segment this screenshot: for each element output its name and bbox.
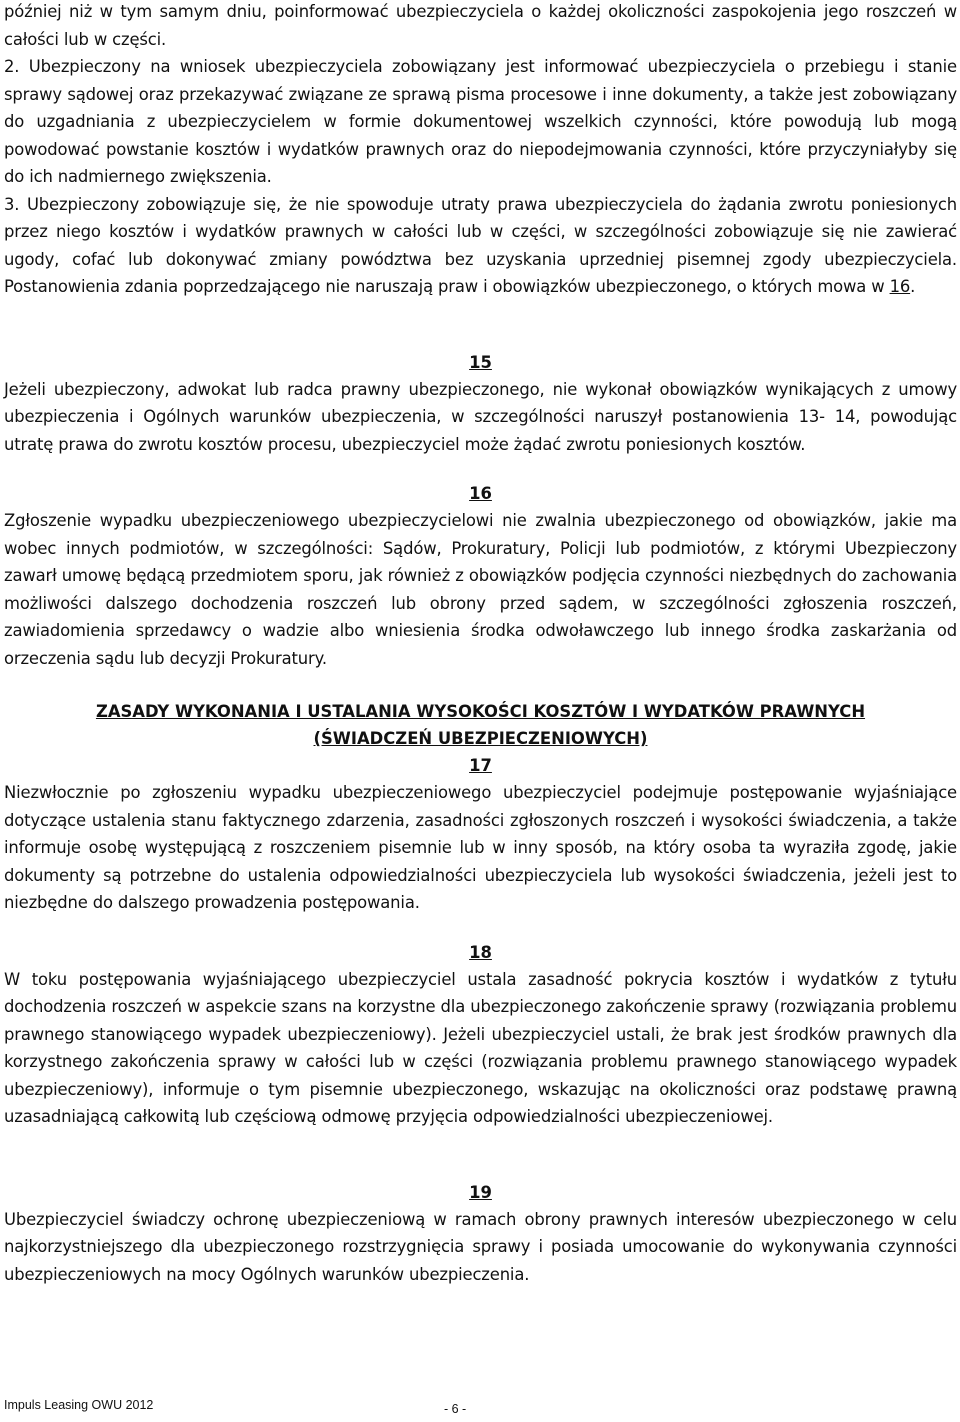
section-17-body: Niezwłocznie po zgłoszeniu wypadku ubezpieczeniowego ubezpieczyciel podejmuje postępowanie wyjaśniające dotyczące ustalenia stanu faktycznego zdarzenia, zasadności zgłoszonych roszczeń i wysokości świadczenia, a także informuje osobę występującą z roszczeniem pisemnie lub w inny sposób, na który osoba ta wyraziła zgodę, jakie dokumenty są potrzebne do ustalenia odpowiedzialności ubezpieczyciela lub wysokości świadczenia, jeżeli jest to niezbędne do dalszego prowadzenia postępowania. [4, 783, 957, 912]
section-reference: 16 [889, 277, 911, 296]
section-15-number: 15 [469, 352, 492, 372]
section-18-body: W toku postępowania wyjaśniającego ubezpieczyciel ustala zasadność pokrycia kosztów i wydatków z tytułu dochodzenia roszczeń w aspekcie szans na korzystne dla ubezpieczonego zakończenie sprawy (rozwiązania problemu prawnego stanowiącego wypadek ubezpieczeniowy). Jeżeli ubezpieczyciel ustali, że brak jest środków prawnych dla korzystnego zakończenia sprawy w całości lub w części (rozwiązania problemu prawnego stanowiącego wypadek ubezpieczeniowy), informuje o tym pisemnie ubezpieczonego, wskazując na okoliczności oraz podstawę prawną uzasadniającą całkowitą lub częściową odmowę przyjęcia odpowiedzialności ubezpieczeniowej. [4, 969, 957, 1126]
paragraph-point-2: 2. Ubezpieczony na wniosek ubezpieczyciela zobowiązany jest informować ubezpieczyciela o przebiegu i stanie sprawy sądowej oraz przekazywać związane ze sprawą pisma procesowe i inne dokumenty, a także jest zobowiązany do uzgadniania z ubezpieczycielem w formie dokumentowej wszelkich czynności, które powodują lub mogą powodować powstanie kosztów i wydatków prawnych oraz do niepodejmowania czynności, które przyczyniałyby się do ich nadmiernego zwiększenia. [4, 57, 957, 186]
section-15-text-a: Jeżeli ubezpieczony, adwokat lub radca prawny ubezpieczonego, nie wykonał obowiązków wynikających z umowy ubezpieczenia i Ogólnych warunków ubezpieczenia, w szczególności naruszył postanowienia [4, 379, 957, 426]
section-16-number: 16 [469, 484, 492, 503]
document-page [4, 0, 957, 1288]
chapter-title-1: ZASADY WYKONANIA I USTALANIA WYSOKOŚCI KOSZTÓW I WYDATKÓW PRAWNYCH [95, 702, 866, 721]
section-15-reference: 13- 14 [798, 407, 856, 426]
section-17-number: 17 [469, 756, 492, 775]
section-16-body: Zgłoszenie wypadku ubezpieczeniowego ubezpieczycielowi nie zwalnia ubezpieczonego od obowiązków, jakie ma wobec innych podmiotów, w szczególności: Sądów, Prokuratury, Policji lub podmiotów, z którymi Ubezpieczony zawarł umowę będącą przedmiotem sporu, jak również z obowiązków podjęcia czynności niezbędnych do zachowania możliwości dalszego dochodzenia roszczeń lub obrony przed sądem, w szczególności zgłoszenia roszczeń, zawiadomienia sprzedawcy o wadzie albo wniesienia środka odwoławczego lub innego środka zaskarżania od orzeczenia sądu lub decyzji Prokuratury. [4, 511, 957, 668]
section-16-heading [4, 480, 957, 507]
section-18-number: 18 [469, 942, 492, 962]
section-15-body [4, 376, 957, 459]
section-18-heading [4, 939, 957, 966]
chapter-title-line-2 [4, 725, 957, 752]
section-15-heading [4, 349, 957, 376]
footer-document-name: Impuls Leasing OWU 2012 [4, 1398, 154, 1412]
chapter-title-2: (ŚWIADCZEŃ UBEZPIECZENIOWYCH) [313, 729, 648, 748]
section-19-body: Ubezpieczyciel świadczy ochronę ubezpieczeniową w ramach obrony prawnych interesów ubezpieczonego w celu najkorzystniejszego dla ubezpieczonego rozstrzygnięcia sprawy i posiada umocowanie do wykonywania czynności ubezpieczeniowych na mocy Ogólnych warunków ubezpieczenia. [4, 1209, 957, 1284]
section-17-heading [4, 752, 957, 779]
section-19-heading [4, 1179, 957, 1206]
paragraph-point-3-text: 3. Ubezpieczony zobowiązuje się, że nie spowoduje utraty prawa ubezpieczyciela do żądania zwrotu poniesionych przez niego kosztów i wydatków prawnych w całości lub w części, w szczególności zobowiązuje się nie zawierać ugody, cofać lub dokonywać zmiany powództwa bez uzyskania uprzedniej pisemnej zgody ubezpieczyciela. Postanowienia zdania poprzedzającego nie naruszają praw i obowiązków ubezpieczonego, o których mowa w [4, 194, 957, 296]
paragraph-point-3 [4, 191, 957, 301]
section-15-text-b: , powodując utratę prawa do zwrotu kosztów procesu, ubezpieczyciel może żądać zwrotu poniesionych kosztów. [4, 407, 958, 454]
paragraph-point-3-end: . [910, 277, 916, 296]
section-19-number: 19 [469, 1182, 492, 1202]
paragraph-continuation: później niż w tym samym dniu, poinformować ubezpieczyciela o każdej okoliczności zaspokojenia jego roszczeń w całości lub w części. [4, 2, 957, 49]
page-number: - 6 - [444, 1402, 467, 1416]
chapter-title-line-1 [4, 698, 957, 725]
